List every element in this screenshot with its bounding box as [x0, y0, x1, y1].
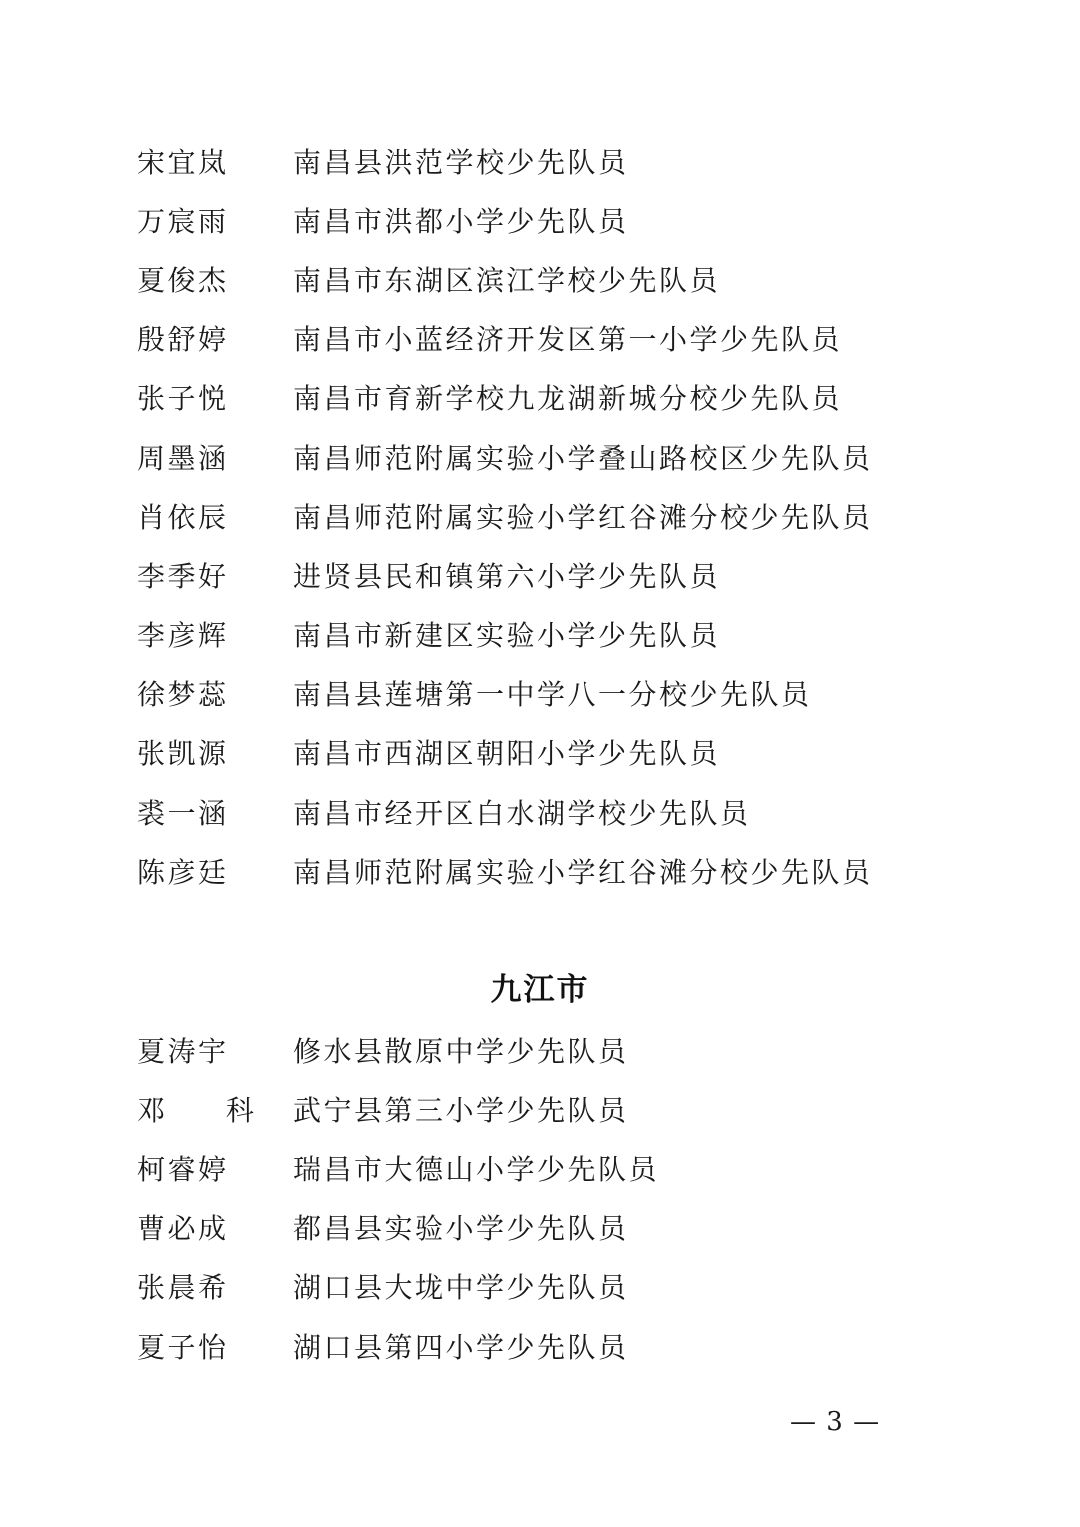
honoree-name: 肖依辰 [137, 500, 229, 534]
honoree-affiliation: 南昌市小蓝经济开发区第一小学少先队员 [293, 323, 843, 357]
honoree-list-nanchang [137, 131, 957, 900]
honoree-name: 张凯源 [137, 737, 229, 771]
list-item [137, 664, 957, 723]
list-item [137, 1138, 957, 1197]
honoree-affiliation: 南昌县莲塘第一中学八一分校少先队员 [293, 678, 812, 712]
list-item [137, 1316, 957, 1375]
list-item [137, 131, 957, 190]
list-item [137, 249, 957, 308]
honoree-name: 徐梦蕊 [137, 678, 229, 712]
list-item [137, 486, 957, 545]
honoree-affiliation: 武宁县第三小学少先队员 [293, 1093, 629, 1127]
honoree-affiliation: 南昌市洪都小学少先队员 [293, 204, 629, 238]
list-item [137, 1079, 957, 1138]
list-item [137, 368, 957, 427]
page-number: — 3 — [790, 1407, 881, 1437]
list-item [137, 309, 957, 368]
list-item [137, 1020, 957, 1079]
list-item [137, 605, 957, 664]
list-item [137, 545, 957, 604]
honoree-affiliation: 南昌市新建区实验小学少先队员 [293, 619, 721, 653]
honoree-name: 曹必成 [137, 1212, 229, 1246]
honoree-affiliation: 湖口县大垅中学少先队员 [293, 1271, 629, 1305]
honoree-affiliation: 南昌市经开区白水湖学校少先队员 [293, 796, 751, 830]
honoree-name: 夏涛宇 [137, 1034, 229, 1068]
honoree-affiliation: 南昌市东湖区滨江学校少先队员 [293, 263, 721, 297]
honoree-list-jiujiang [137, 1020, 957, 1375]
list-item [137, 1198, 957, 1257]
honoree-name: 张子悦 [137, 382, 229, 416]
list-item [137, 841, 957, 900]
honoree-affiliation: 南昌市西湖区朝阳小学少先队员 [293, 737, 721, 771]
honoree-name: 张晨希 [137, 1271, 229, 1305]
honoree-affiliation: 都昌县实验小学少先队员 [293, 1212, 629, 1246]
honoree-affiliation: 南昌市育新学校九龙湖新城分校少先队员 [293, 382, 843, 416]
honoree-affiliation: 湖口县第四小学少先队员 [293, 1330, 629, 1364]
list-item [137, 190, 957, 249]
honoree-name: 裘一涵 [137, 796, 229, 830]
honoree-name: 邓 科 [137, 1093, 280, 1127]
honoree-affiliation: 瑞昌市大德山小学少先队员 [293, 1152, 660, 1186]
honoree-name: 周墨涵 [137, 441, 229, 475]
honoree-name: 陈彦廷 [137, 855, 229, 889]
honoree-name: 宋宜岚 [137, 145, 229, 179]
honoree-name: 夏俊杰 [137, 263, 229, 297]
list-item [137, 782, 957, 841]
honoree-affiliation: 南昌师范附属实验小学红谷滩分校少先队员 [293, 500, 873, 534]
honoree-affiliation: 南昌师范附属实验小学叠山路校区少先队员 [293, 441, 873, 475]
list-item [137, 427, 957, 486]
honoree-name: 殷舒婷 [137, 323, 229, 357]
honoree-affiliation: 修水县散原中学少先队员 [293, 1034, 629, 1068]
honoree-name: 柯睿婷 [137, 1152, 229, 1186]
honoree-affiliation: 南昌师范附属实验小学红谷滩分校少先队员 [293, 855, 873, 889]
honoree-affiliation: 进贤县民和镇第六小学少先队员 [293, 559, 721, 593]
honoree-name: 李彦辉 [137, 619, 229, 653]
honoree-name: 万宸雨 [137, 204, 229, 238]
honoree-affiliation: 南昌县洪范学校少先队员 [293, 145, 629, 179]
list-item [137, 1257, 957, 1316]
honoree-name: 夏子怡 [137, 1330, 229, 1364]
honoree-name: 李季好 [137, 559, 229, 593]
list-item [137, 723, 957, 782]
section-heading: 九江市 [490, 972, 590, 1008]
